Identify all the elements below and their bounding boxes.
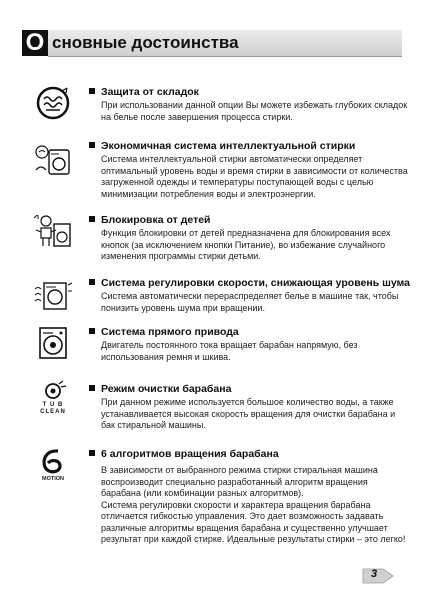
bullet-icon [89,279,95,285]
feature-description: Система автоматически перераспределяет белье в машине так, чтобы понизить уровень шума при вращении. [101,291,399,313]
feature-description: Функция блокировки от детей предназначена для блокирования всех кнопок (за исключением кнопки Питание), во избежание случайного изменения программы стирки детьми. [101,228,391,261]
page-number-badge [362,567,396,585]
feature-description: Двигатель постоянного тока вращает барабан напрямую, без использования ремня и шкива. [101,340,358,362]
motion-icon [32,448,74,488]
smart-wash-icon [32,140,74,180]
motion-label: MOTION [42,476,64,482]
page-title: сновные достоинства [52,33,239,52]
tub-clean-label: T U B CLEAN [40,402,66,415]
feature-description: В зависимости от выбранного режима стирки стиральная машина воспроизводит специально разработанный алгоритм вращения барабана (или комбинации разных алгоритмов). Система регулировки скорости и характера вращения барабана отличается гибкостью управления. Это дает возможность задавать различные алгоритмы вращения барабана и существенно улучшает результат при каждой стирке. Идеальные результаты стирки – это легко! [101,465,406,544]
noise-control-icon [32,275,74,315]
feature-title: Система регулировки скорости, снижающая уровень шума [89,277,409,290]
bullet-icon [89,385,95,391]
feature-description: При использовании данной опции Вы можете избежать глубоких складок на белье после завершения процесса стирки. [101,100,408,122]
bullet-icon [89,142,95,148]
feature-description: При данном режиме используется большое количество воды, а также устанавливается высокая скорость вращения для очистки барабана и бак стиральной машины. [101,397,396,430]
feature-title: Защита от складок [89,86,409,99]
feature-title: Система прямого привода [89,326,409,339]
direct-drive-icon [32,323,74,363]
tub-clean-icon [32,380,74,420]
wrinkle-icon [32,83,74,123]
page-number: 3 [370,568,378,580]
header-initial-letter: О [22,30,48,56]
feature-title: 6 алгоритмов вращения барабана [89,448,409,461]
bullet-icon [89,450,95,456]
page-header [22,30,402,56]
bullet-icon [89,88,95,94]
feature-title: Режим очистки барабана [89,383,409,396]
bullet-icon [89,328,95,334]
feature-title: Экономичная система интеллектуальной стирки [89,140,409,153]
feature-title: Блокировка от детей [89,214,409,227]
feature-description: Система интеллектуальной стирки автоматически определяет оптимальный уровень воды и время стирки в зависимости от количества загруженной одежды и температуры поступающей воды с целью минимизации потребления воды и электроэнергии. [101,154,408,199]
bullet-icon [89,216,95,222]
child-lock-icon [32,212,74,252]
